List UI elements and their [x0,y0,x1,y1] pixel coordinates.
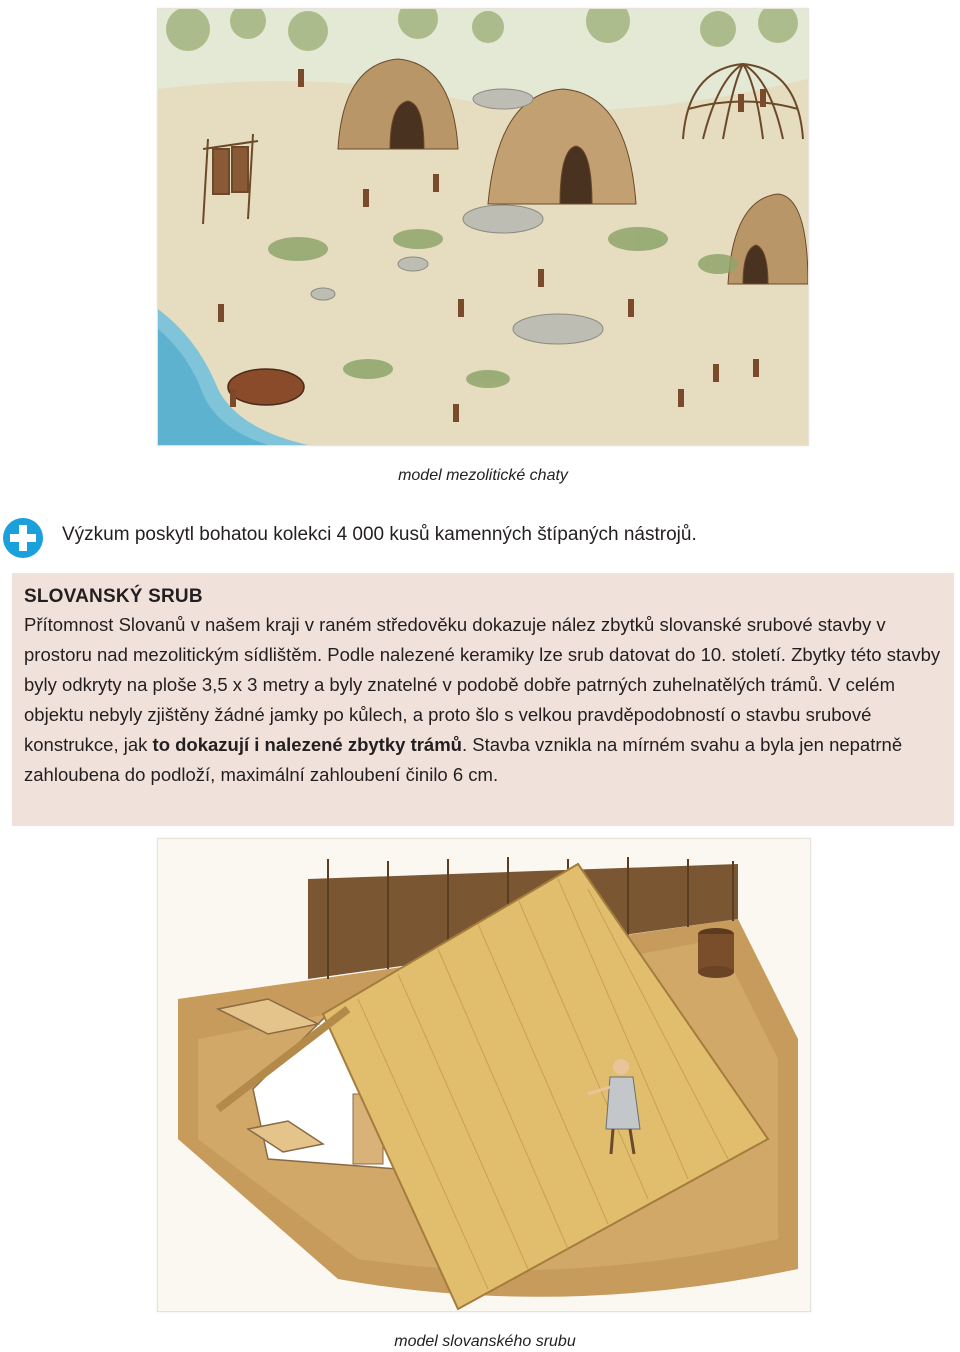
figure-caption-bottom: model slovanského srubu [394,1333,576,1350]
plus-icon [2,517,44,559]
figure-caption-top: model mezolitické chaty [398,467,568,484]
info-box [12,573,954,826]
box-title: SLOVANSKÝ SRUB [24,586,203,607]
mesolithic-settlement-illustration [157,8,809,446]
note-text: Výzkum poskytl bohatou kolekci 4 000 kusů kamenných štípaných nástrojů. [62,524,697,545]
box-body [24,610,944,790]
slavic-cabin-illustration [157,838,811,1312]
box-body-text: Přítomnost Slovanů v našem kraji v raném středověku dokazuje nález zbytků slovanské srubové stavby v prostoru nad mezolitickým sídlištěm. Podle nalezené keramiky lze srub datovat do 10. století. Zbytky této stavby byly odkryty na ploše 3,5 x 3 metry a byly znatelné v podobě dobře patrných zuhelnatělých trámů. V celém objektu nebyly zjištěny žádné jamky po kůlech, a proto šlo s velkou pravděpodobností o stavbu srubové konstrukce, jak [24,614,941,755]
box-body-text-end: . Stavba vznikla na mírném svahu a byla jen nepatrně zahloubena do podloží, maximální zahloubení činilo 6 cm. [24,734,903,785]
box-body-emphasis: to dokazují i nalezené zbytky trámů [152,734,462,755]
